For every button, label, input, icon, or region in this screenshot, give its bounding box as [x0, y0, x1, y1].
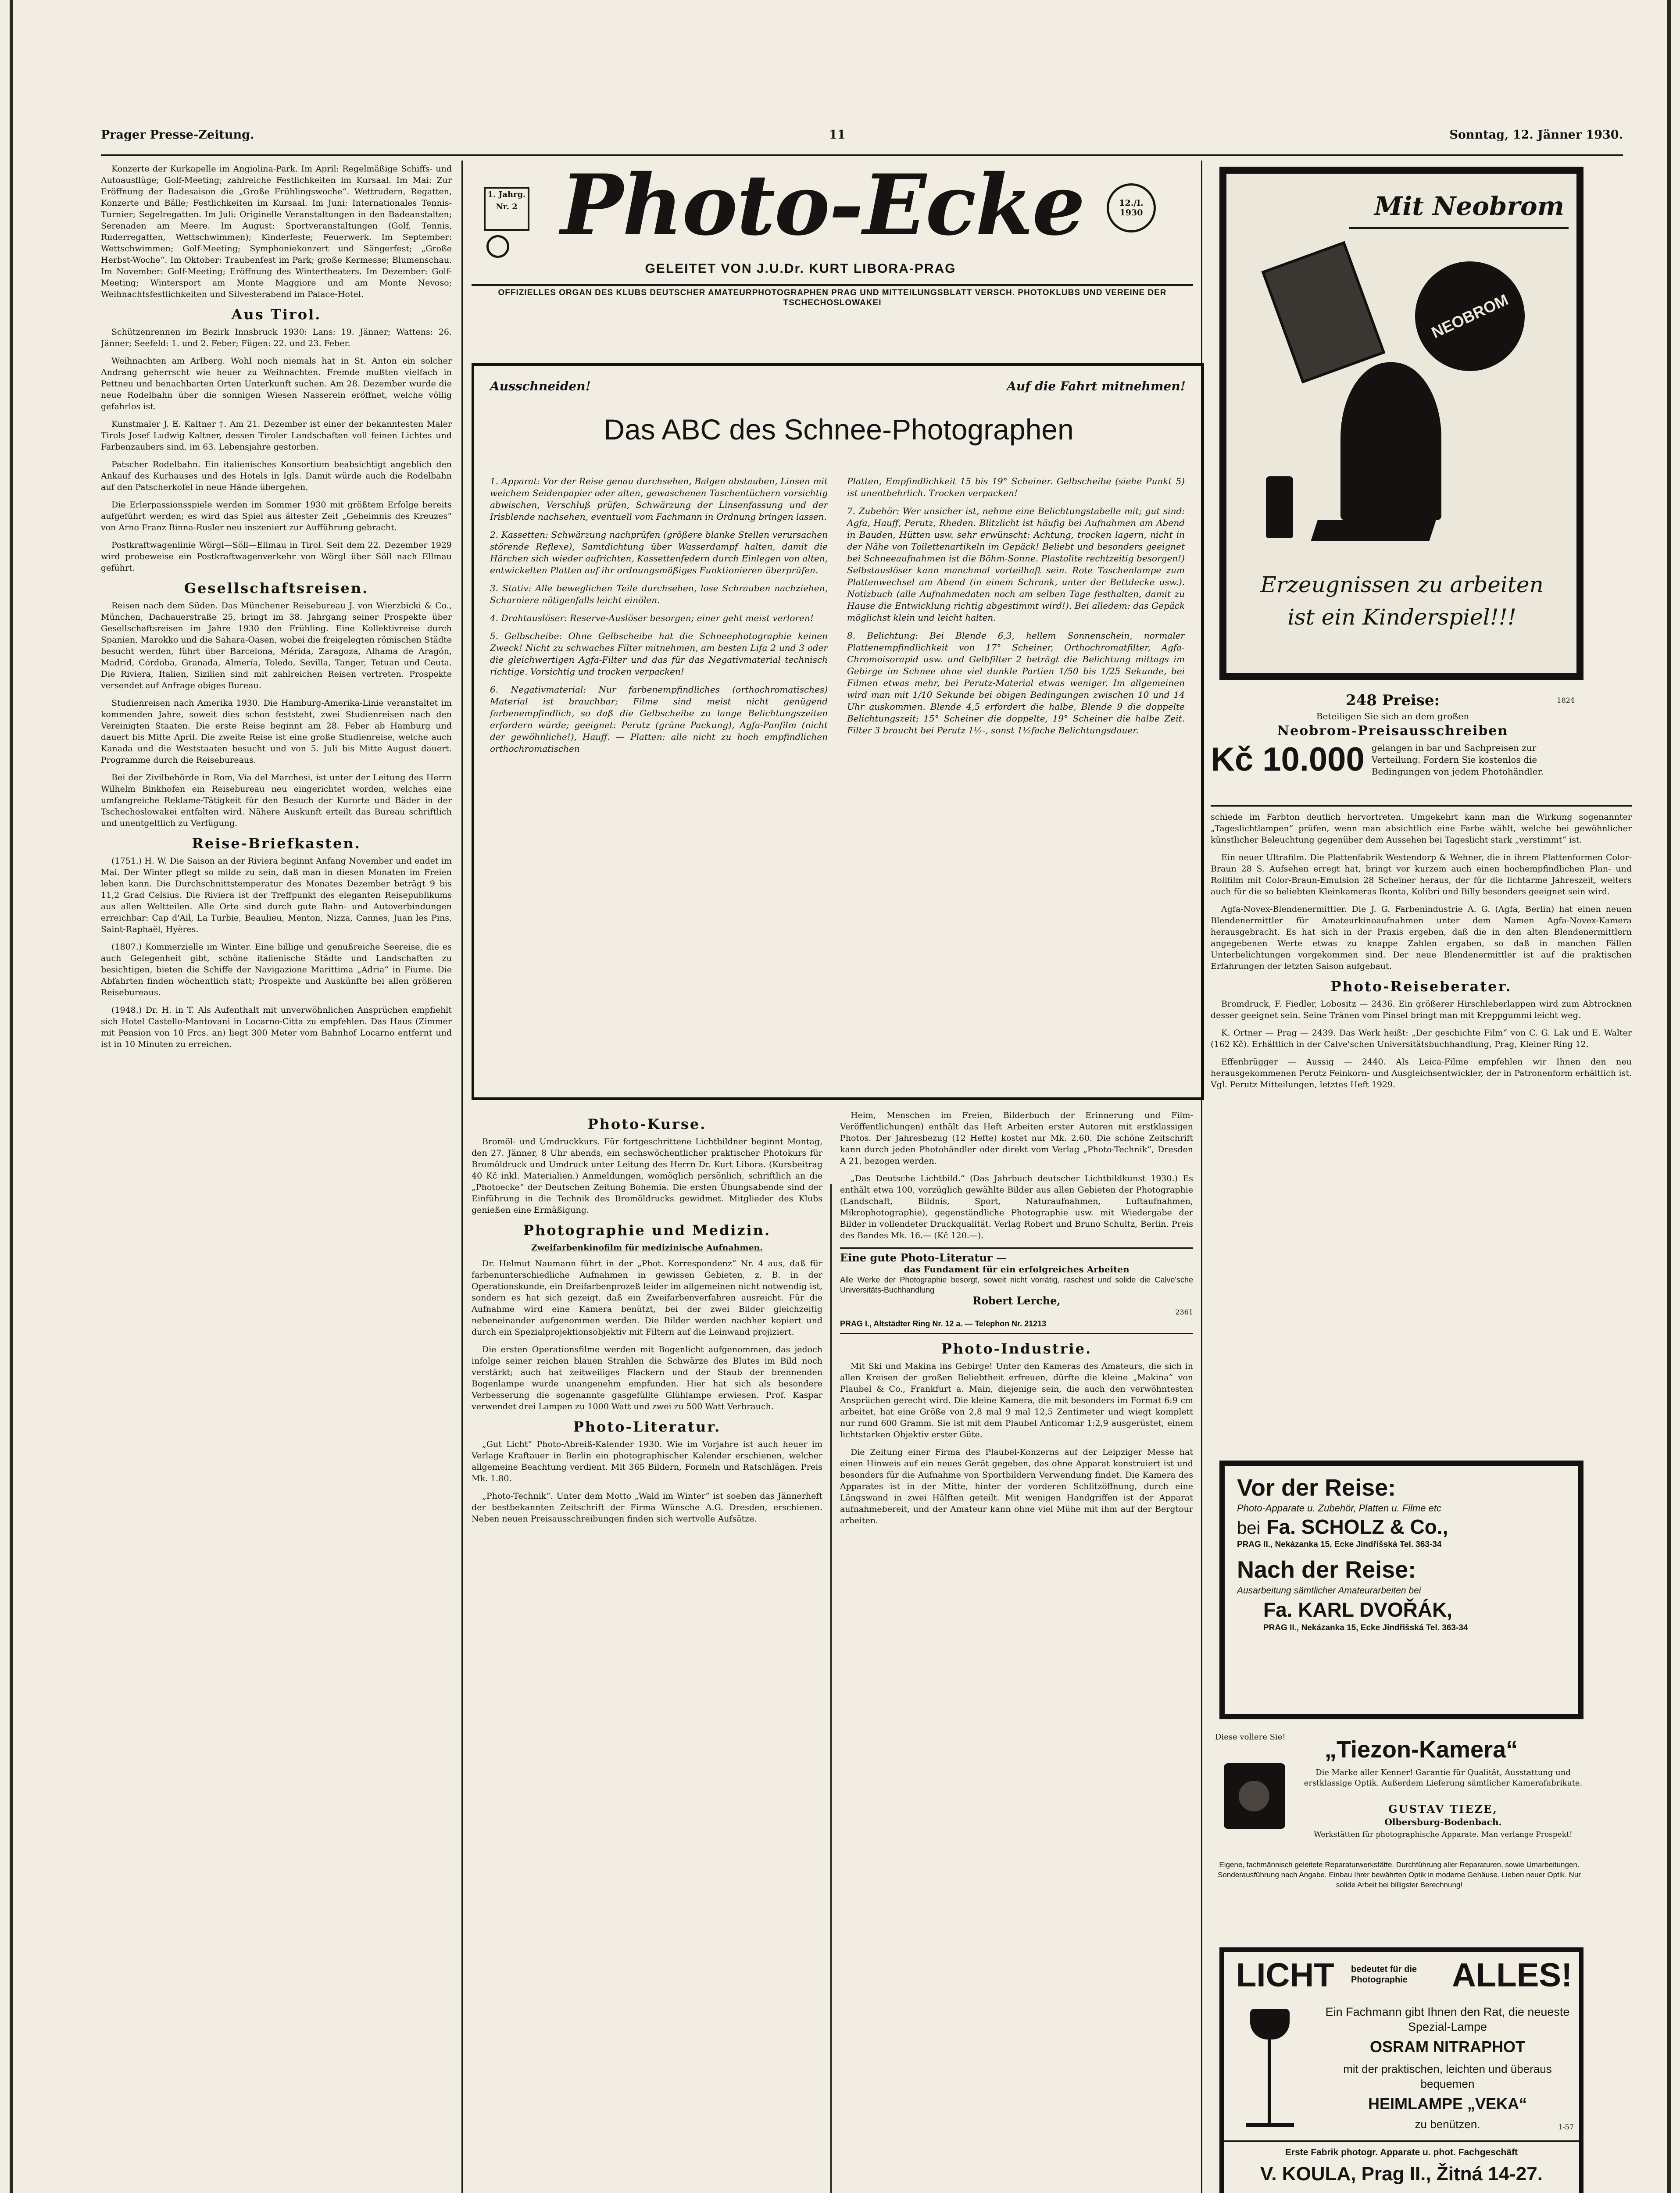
dvorak-firm: Fa. KARL DVOŘÁK, [1263, 1598, 1453, 1621]
literatur-continued: „Das Deutsche Lichtbild.“ (Das Jahrbuch deutscher Lichtbildkunst 1930.) Es enthält etwa 100, vorzüglich gewählte Bilder aus allen Gebieten der Photographie (Landschaft, Bildnis, Sport, Naturaufnahmen, Luftaufnahmen, Mikrophotographie), gegenständliche Photographie usw. mit Wiedergabe der Bilder in vollendeter Druckqualität. Verlag Robert und Bruno Schultz, Berlin. Preis des Bandes Mk. 16.— (Kč 120.—). [840, 1174, 1193, 1240]
tirol-item: Kunstmaler J. E. Kaltner †. Am 21. Dezember ist einer der bekanntesten Maler Tirols Josef Ludwig Kaltner, dessen Tiroler Landschaften voll feinen Lichtes und Farbenzaubers sind, im 63. Lebensjahre gestorben. [101, 419, 452, 452]
briefkasten-item: (1948.) Dr. H. in T. Als Aufenthalt mit unverwöhnlichen Ansprüchen empfiehlt sich Hotel Castello-Mantovani in Locarno-Citta zu empfehlen. Das Haus (Zimmer mit Pension von 10 Frcs. an) liegt 300 Meter vom Bahnhof Locarno entfernt und ist in 10 Minuten zu erreichen. [101, 1005, 452, 1049]
licht-line-2: mit der praktischen, leichten und überaus bequemen [1343, 2062, 1552, 2090]
literatur-continued: Heim, Menschen im Freien, Bilderbuch der Erinnerung und Film-Veröffentlichungen) enthält das Heft Arbeiten erster Autoren mit erstklassigen Photos. Der Jahresbezug (12 Hefte) kostet nur Mk. 2.60. Die schöne Zeitschrift kann durch jeden Photohändler oder direkt vom Verlag „Photo-Technik“, Dresden A 21, bezogen werden. [840, 1111, 1193, 1166]
camera-lens-icon [486, 235, 509, 258]
volume-box [484, 187, 529, 231]
medizin-subheading: Zweifarbenkinofilm für medizinische Aufnahmen. [531, 1243, 763, 1253]
header-page-number: 11 [829, 128, 846, 142]
column-divider-2 [830, 1184, 832, 2193]
abc-item: 3. Stativ: Alle beweglichen Teile durchsehen, lose Schrauben nachziehen, Scharniere nötigenfalls leicht einölen. [490, 583, 828, 605]
right-text-column [1211, 811, 1632, 1469]
abc-item: 7. Zubehör: Wer unsicher ist, nehme eine Belichtungstabelle mit; gut sind: Agfa, Hauff, Perutz, Rheden. Blitzlicht ist häufig bei Aufnahmen am Abend in Bauden, Hütten usw. sehr erwünscht: Achtung, trocken lagern, nicht in der Nähe von Toilettenartikeln im Gepäck! Beliebt und besonders geeignet bei Schneeaufnahmen ist die Böhm-Sonne. Plastolite rechtzeitig besorgen!) Selbstauslöser kann manchmal vorteilhaft sein. Rote Taschenlampe zum Plattenwechsel am Abend (in einem Schrank, unter der Bettdecke usw.). Notizbuch (alle Aufnahmedaten noch am selben Tage festhalten, damit zu Hause die Entwicklung richtig abgestimmt wird!). Bei alledem: das Gepäck möglichst klein und leicht halten. [847, 506, 1185, 623]
briefkasten-item: (1751.) H. W. Die Saison an der Riviera beginnt Anfang November und endet im Mai. Der Winter pflegt so milde zu sein, daß man in diesen Monaten im Freien leben kann. Die Durchschnittstemperatur des Monates Dezember beträgt 9 bis 11,2 Grad Celsius. Die Riviera ist der Treffpunkt des eleganten Reisepublikums aus allen Weltteilen. Alle Orte sind durch gute Bahn- und Autoverbindungen erreichbar: Cap d'Ail, La Turbie, Beaulieu, Menton, Nizza, Cannes, Juan les Pins, Saint-Raphaël, Hyères. [101, 856, 452, 934]
tray-icon [1311, 520, 1436, 541]
right-page-edge [1667, 0, 1671, 2193]
preis-amount: Kč 10.000 [1211, 741, 1365, 778]
preise-subtitle: Beteiligen Sie sich an dem großen [1316, 711, 1469, 721]
tirol-item: Die Erlerpassionsspiele werden im Sommer 1930 mit größtem Erfolge bereits aufgeführt werden; es wird das Spiel aus ältester Zeit „Geheimnis des Kreuzes“ von Arno Franz Binna-Rusler neu inszeniert zur Aufführung gebracht. [101, 500, 452, 532]
abc-title: Das ABC des Schnee-Photographen [604, 413, 1074, 446]
editor-line: GELEITET VON J.U.Dr. KURT LIBORA-PRAG [645, 261, 956, 276]
take-along-label: Auf die Fahrt mitnehmen! [1007, 379, 1186, 393]
literatur-text: „Photo-Technik“. Unter dem Motto „Wald im Winter“ ist soeben das Jännerheft der bestbekannten Zeitschrift der Firma Wünsche A.G. Dresden, erschienen. Neben neuen Preisausschreibungen finden sich wertvolle Aufsätze. [472, 1491, 822, 1524]
column-1 [101, 163, 452, 2193]
dvorak-address: PRAG II., Nekázanka 15, Ecke Jindřišská Tel. 363-34 [1263, 1623, 1468, 1632]
after-trip-heading: Nach der Reise: [1237, 1557, 1416, 1583]
lamp-icon [1237, 2009, 1303, 2140]
abc-left-column [490, 475, 828, 761]
abc-item: 5. Gelbscheibe: Ohne Gelbscheibe hat die Schneephotographie keinen Zweck! Nicht zu schwaches Filter mitnehmen, am besten Lifa 2 und 3 oder die gleichwertigen Agfa-Filter und das für das Negativmaterial technisch richtige. Vorsichtig und trocken verpacken! [490, 631, 828, 677]
tirol-heading: Aus Tirol. [231, 306, 322, 323]
reiseberater-item: Effenbrügger — Aussig — 2440. Als Leica-Filme empfehlen wir Ihnen den neu herausgekommenen Perutz Feinkorn- und Ausgleichsentwickler, der in Patronenform erhältlich ist. Vgl. Perutz Mitteilungen, letztes Heft 1929. [1211, 1057, 1632, 1089]
tiezon-city: Olbersburg-Bodenbach. [1384, 1817, 1502, 1827]
lerche-ad-address: PRAG I., Altstädter Ring Nr. 12 a. — Telephon Nr. 21213 [840, 1319, 1047, 1328]
abc-item: 2. Kassetten: Schwärzung nachprüfen (größere blanke Stellen verursachen störende Reflexe), Samtdichtung über Wasserdampf halten, damit die Härchen sich wieder aufrichten, Kassettenfedern durch Einlegen von alten, entwickelten Platten auf ihr ordnungsmäßiges Funktionieren überprüfen. [490, 529, 828, 575]
licht-word: LICHT [1236, 1957, 1334, 1994]
medizin-heading: Photographie und Medizin. [523, 1222, 771, 1239]
scholz-address: PRAG II., Nekázanka 15, Ecke Jindřišská Tel. 363-34 [1237, 1540, 1442, 1549]
scholz-firm: Fa. SCHOLZ & Co., [1266, 1515, 1448, 1538]
gesellschaftsreisen-item: Reisen nach dem Süden. Das Münchener Reisebureau J. von Wierzbicki & Co., München, Dachauerstraße 25, bringt im 38. Jahrgang seiner Prospekte über Gesellschaftsreisen im Jahre 1930 den Frühling. Eine Kollektivreise durch Spanien, Marokko und die Sahara-Oasen, wobei die freigelegten römischen Städte besucht werden, führt über Barcelona, Mérida, Zaragoza, Alhama de Aragón, Madrid, Córdoba, Granada, Almería, Toledo, Sevilla, Tanger, Tetuan und Ceuta. Die Riviera, Italien, Sizilien sind mit zahlreichen Reisen vertreten. Prospekte versendet auf Anfrage obiges Bureau. [101, 601, 452, 690]
scholz-dvorak-ad [1219, 1461, 1583, 1719]
photo-ecke-masthead [472, 156, 1193, 307]
lerche-ad [840, 1247, 1193, 1334]
lerche-ad-subtitle: das Fundament für ein erfolgreiches Arbeiten [904, 1264, 1130, 1275]
industrie-text: Mit Ski und Makina ins Gebirge! Unter den Kameras des Amateurs, die sich in allen Kreisen der großen Beliebtheit erfreuen, dürfte die kleine „Makina“ von Plaubel & Co., Frankfurt a. Main, diejenige sein, die auch den verwöhntesten Ansprüchen gerecht wird. Die kleine Kamera, die mit besonders im Format 6:9 cm arbeitet, hat eine Größe von 2,8 mal 9 mal 12,5 Zentimeter und wiegt komplett nur rund 600 Gramm. Sie ist mit dem Plaubel Anticomar 1:2,9 ausgerüstet, einem lichtstarken Objektiv erster Güte. [840, 1361, 1193, 1439]
medizin-text: Die ersten Operationsfilme werden mit Bogenlicht aufgenommen, das jedoch infolge seiner reichen blauen Strahlen die Schwärze des Blutes im Bild noch verstärkt; auch hat zeitweiliges Flackern und der Staub der brennenden Bogenlampe wurde unangenehm empfunden. Hier hat sich als besondere Verbesserung die sogenannte gasgefüllte Glühlampe erwiesen. Prof. Kaspar verwendet drei Lampen zu 1000 Watt und zwei zu 500 Watt Verbrauch. [472, 1345, 822, 1411]
briefkasten-item: (1807.) Kommerzielle im Winter. Eine billige und genußreiche Seereise, die es auch Gelegenheit gibt, schöne italienische Städte und Landschaften zu besichtigen, bieten die Schiffe der Navigazione Marittima „Adria“ in Fiume. Die Abfahrten finden wöchentlich statt; Prospekte und Auskünfte bei allen größeren Reisebureaus. [101, 942, 452, 997]
neobrom-ad [1219, 167, 1583, 680]
organ-line: OFFIZIELLES ORGAN DES KLUBS DEUTSCHER AMATEURPHOTOGRAPHEN PRAG UND MITTEILUNGSBLATT VERSCH. PHOTOKLUBS UND VEREINE DER TSCHECHOSLOWAKEI [498, 288, 1167, 307]
volume-year: 1. Jahrg. [487, 190, 526, 199]
tirol-item: Schützenrennen im Bezirk Innsbruck 1930: Lans: 19. Jänner; Wattens: 26. Jänner; Seefeld: 1. und 2. Feber; Fügen: 22. und 23. Feber. [101, 327, 452, 348]
neobrom-ball-text: NEOBROM [1428, 290, 1511, 342]
right-text: schiede im Farbton deutlich hervortreten. Umgekehrt kann man die Wirkung sogenannter „Tageslichtlampen“ prüfen, wenn man absichtlich eine Farbe wählt, welche bei gewöhnlicher künstlicher Beleuchtung gegenüber dem Aussehen bei Tageslicht stark „verstimmt“ ist. [1211, 812, 1632, 845]
tiezon-title: „Tiezon-Kamera“ [1325, 1736, 1518, 1763]
scholz-products: Photo-Apparate u. Zubehör, Platten u. Filme etc [1237, 1503, 1441, 1514]
koula-firm: Erste Fabrik photogr. Apparate u. phot. Fachgeschäft [1285, 2147, 1518, 2157]
licht-line-1: Ein Fachmann gibt Ihnen den Rat, die neueste Spezial-Lampe [1325, 2005, 1570, 2033]
lerche-ad-title: Eine gute Photo-Literatur — [840, 1251, 1007, 1264]
dvorak-services: Ausarbeitung sämtlicher Amateurarbeiten bei [1237, 1586, 1421, 1596]
reise-briefkasten-heading: Reise-Briefkasten. [192, 835, 361, 852]
woman-figure [1340, 362, 1441, 520]
neobrom-ball [1415, 261, 1525, 371]
lerche-ad-text: Alle Werke der Photographie besorgt, soweit nicht vorrätig, raschest und solide die Calve'sche Universitäts-Buchhandlung [840, 1275, 1193, 1294]
abc-right-column [847, 475, 1185, 743]
tirol-item: Patscher Rodelbahn. Ein italienisches Konsortium beabsichtigt angeblich den Ankauf des Kurhauses und des Hotels in Igls. Damit würde auch die Rodelbahn auf den Patscherkofel in neue Hände übergehen. [101, 460, 452, 492]
abc-item: 8. Belichtung: Bei Blende 6,3, hellem Sonnenschein, normaler Plattenempfindlichkeit von 17° Scheiner, Orthochromatfilter, Agfa-Chromoisorapid usw. und Gelbfilter 2 beträgt die Belichtung mittags im Gebirge im Schnee ohne viel dunkle Partien 1/50 bis 1/25 Sekunde, bei Filmen etwas mehr, bei Perutz-Material etwas weniger. Im allgemeinen wird man mit 1/10 Sekunde bei obigen Bedingungen zwischen 10 und 14 Uhr auskommen. Blende 4,5 erfordert die halbe, Blende 9 die doppelte Belichtungszeit; 15° Scheiner die doppelte, 19° Scheiner die halbe Zeit. Filter 3 braucht bei Perutz 1½-, sonst 1½fache Belichtungsdauer. [847, 630, 1185, 736]
masthead-rule [472, 284, 1193, 286]
preise-title: 248 Preise: [1345, 692, 1440, 709]
tirol-item: Weihnachten am Arlberg. Wohl noch niemals hat in St. Anton ein solcher Andrang geherrscht wie heuer zu Weihnachten. Fremde mußten vielfach in Pettneu und benachbarten Orten Unterkunft suchen. Am 28. Dezember wurde die neue Rodelbahn über die sonnigen Wiesen Nasserein eröffnet, welche völlig gefahrlos ist. [101, 356, 452, 411]
tiezon-firm: GUSTAV TIEZE, [1388, 1803, 1498, 1815]
photo-kurse-column [472, 1110, 822, 2193]
preisausschreiben-block [1211, 691, 1575, 779]
middle-second-column [840, 1110, 1193, 2193]
gesellschaftsreisen-item: Bei der Zivilbehörde in Rom, Via del Marchesi, ist unter der Leitung des Herrn Wilhelm Binkhofen ein Reisebureau neu eingerichtet worden, welches eine umfangreiche Reklame-Tätigkeit für den Besuch der Kurorte und Bäder in der Tschechoslowakei entfalten wird. Nähere Auskunft erteilt das Bureau schriftlich und unentgeltlich zu Verfügung. [101, 773, 452, 828]
abc-item: 1. Apparat: Vor der Reise genau durchsehen, Balgen abstauben, Linsen mit weichem Seidenpapier oder alten, gewaschenen Taschentüchern vorsichtig abwischen, Verschluß prüfen, Schwärzung der Linsenfassung und der Irisblende nachsehen, eventuell vom Fachmann in Ordnung bringen lassen. [490, 476, 828, 522]
cut-out-label: Ausschneiden! [490, 379, 591, 393]
preisausschreiben-name: Neobrom-Preisausschreiben [1277, 723, 1508, 739]
abc-item: Platten, Empfindlichkeit 15 bis 19° Scheiner. Gelbscheibe (siehe Punkt 5) ist unentbehrlich. Trocken verpacken! [847, 476, 1185, 498]
photo-ecke-title: Photo-Ecke [560, 156, 1085, 254]
right-text: Agfa-Novex-Blendenermittler. Die J. G. Farbenindustrie A. G. (Agfa, Berlin) hat einen neuen Blendenermittler für Amateurkinoaufnahmen unter dem Namen Agfa-Novex-Kamera herausgebracht. Es hat sich in der Praxis ergeben, daß die in den alten Blendenermittlern angegebenen Werte etwas zu knappe Zahlen ergaben, so daß in manchen Fällen Unterbelichtungen vorgekommen sind. Der neue Blendenermittler ist auf die praktischen Erfahrungen der letzten Saison aufgebaut. [1211, 904, 1632, 971]
photo-reiseberater-heading: Photo-Reiseberater. [1330, 978, 1512, 995]
reiseberater-item: Bromdruck, F. Fiedler, Lobositz — 2436. Ein größerer Hirschleberlappen wird zum Abtrocknen desser geeignet sein. Seine Tränen vom Pinsel bringt man mit Kreppgummi leicht weg. [1211, 999, 1632, 1020]
neobrom-ad-title: Mit Neobrom [1374, 191, 1564, 221]
literatur-text: „Gut Licht“ Photo-Abreiß-Kalender 1930. Wie im Vorjahre ist auch heuer im Verlage Kraftauer in Berlin ein photographischer Kalender erschienen, welcher allgemeine Beachtung verdient. Mit 365 Bildern, Formeln und Ratschlägen. Preis Mk. 1.80. [472, 1439, 822, 1483]
heimlampe-veka: HEIMLAMPE „VEKA“ [1368, 2095, 1527, 2113]
photo-literatur-heading: Photo-Literatur. [573, 1418, 721, 1435]
lerche-ad-firm: Robert Lerche, [972, 1294, 1061, 1307]
before-trip-heading: Vor der Reise: [1237, 1475, 1396, 1501]
header-left: Prager Presse-Zeitung. [101, 128, 254, 142]
kur-program: Konzerte der Kurkapelle im Angiolina-Park. Im April: Regelmäßige Schiffs- und Autoausflüge; Golf-Meeting; zahlreiche Festlichkeiten im Kursaal. Im Mai: Zur Eröffnung der Badesaison die „Große Frühlingswoche“. Wettrudern, Regatten, Konzerte und Bälle; Festlichkeiten im Kursaal. Im Juni: Internationales Tennis-Turnier; Segelregatten. Im Juli: Originelle Veranstaltungen in den Badeanstalten; Serenaden am Meere. Im August: Sportveranstaltungen (Golf, Tennis, Ruderregatten, Wettschwimmen); Kinderfeste; Feuerwerk. Im September: Wettschwimmen; Golf-Meeting; Symphoniekonzert und Sängerfest; „Große Herbst-Woche“. Im Oktober: Traubenfest im Park; große Kermesse; Blumenschau. Im November: Golf-Meeting; Eröffnung des Wintertheaters. Im Dezember: Golf-Meeting; Wintersport am Monte Maggiore und am Monte Nevoso; Weihnachtsfestlichkeiten und Silvesterabend im Palace-Hotel. [101, 164, 452, 299]
abc-box [472, 363, 1204, 1100]
preise-ad-number: 1824 [1557, 696, 1575, 704]
preis-text: gelangen in bar und Sachpreisen zur Verteilung. Fordern Sie kostenlos die Bedingungen von jedem Photohändler. [1371, 742, 1544, 777]
preise-rule [1211, 805, 1632, 807]
edition-date: 12./I. 1930 [1119, 198, 1144, 218]
bottle-icon [1266, 476, 1293, 538]
photo-kurse-heading: Photo-Kurse. [587, 1116, 707, 1132]
date-circle [1107, 183, 1156, 232]
abc-item: 4. Drahtauslöser: Reserve-Auslöser besorgen; einer geht meist verloren! [490, 613, 814, 623]
photo-kurse-text: Bromöl- und Umdruckkurs. Für fortgeschrittene Lichtbildner beginnt Montag, den 27. Jänner, 8 Uhr abends, ein sechswöchentlicher praktischer Photokurs für Bromöldruck und Umdruck unter Leitung des Herrn Dr. Kurt Libora. (Kursbeitrag 40 Kč inkl. Materialien.) Anmeldungen, womöglich persönlich, schriftlich an die „Photoecke“ der Deutschen Zeitung Bohemia. Die ersten Übungsabende sind der Einführung in die Technik des Bromöldrucks gewidmet. Mitglieder des Klubs genießen eine Ermäßigung. [472, 1137, 822, 1215]
licht-middle: bedeutet für die Photographie [1351, 1964, 1417, 1985]
photo-print [1262, 241, 1386, 384]
licht-ad-number: 1-57 [1558, 2123, 1574, 2131]
tiezon-sub: Werkstätten für photographische Apparate. Man verlange Prospekt! [1314, 1830, 1573, 1839]
volume-number: Nr. 2 [496, 202, 518, 211]
licht-osram-ad [1219, 1947, 1583, 2193]
photo-industrie-heading: Photo-Industrie. [941, 1340, 1092, 1357]
right-text: Ein neuer Ultrafilm. Die Plattenfabrik Westendorp & Wehner, die in ihrem Plattenformen Color-Braun 28 S. Aufsehen erregt hat, bringt vor kurzem auch einen hochempfindlichen Plan- und Rollfilm mit Color-Braun-Emulsion 28 Scheiner heraus, der für die lichtarme Jahreszeit, weiters auch für die so beliebten Kleinkameras Ikonta, Kolibri und Billy besonders geeignet sein wird. [1211, 853, 1632, 896]
koula-address: V. KOULA, Prag II., Žitná 14-27. [1260, 2163, 1543, 2185]
tiezon-camera-lens [1239, 1781, 1269, 1811]
tiezon-ad [1215, 1732, 1588, 1943]
reiseberater-item: K. Ortner — Prag — 2439. Das Werk heißt: „Der geschichte Film“ von C. G. Lak und E. Walter (162 Kč). Erhältlich in der Calve'schen Universitätsbuchhandlung, Prag, Kleiner Ring 12. [1211, 1028, 1632, 1049]
abc-item: 6. Negativmaterial: Nur farbenempfindliches (orthochromatisches) Material ist brauchbar; Filme sind meist nicht genügend farbenempfindlich, so daß die Gelbscheibe zu lange Belichtungszeiten erfordern würde; geeignet: Perutz (grüne Packung), Agfa-Panfilm (nicht der gewöhnliche!), Hauff. — Platten: alle nicht zu hoch empfindlichen orthochromatischen [490, 684, 828, 754]
neobrom-ad-title-rule [1349, 227, 1569, 229]
alles-word: ALLES! [1452, 1957, 1573, 1994]
medizin-text: Dr. Helmut Naumann führt in der „Phot. Korrespondenz“ Nr. 4 aus, daß für farbenunterschiedliche Aufnahmen in gewissen Gebieten, z. B. in der Operationskunde, ein Dreifarbenprozeß leider im allgemeinen nicht notwendig ist, sondern es hat sich gezeigt, daß ein Zweifarbenverfahren ausreicht. Für die Aufnahme wird eine Kamera benützt, bei der zwei Bilder gleichzeitig nebeneinander aufgenommen werden. Die Bilder werden nachher kopiert und durch ein Spezialprojektionsobjektiv mit Filtern auf die Leinwand projiziert. [472, 1259, 822, 1337]
licht-line-3: zu benützen. [1415, 2118, 1480, 2131]
left-page-edge [10, 0, 13, 2193]
scholz-bei: bei [1237, 1518, 1261, 1538]
tiezon-lines: Die Marke aller Kenner! Garantie für Qualität, Ausstattung und erstklassige Optik. Außerdem Lieferung sämtlicher Kamerafabrikate. [1304, 1768, 1583, 1788]
lerche-ad-number: 2361 [1175, 1308, 1193, 1316]
column-divider-1 [461, 161, 463, 2193]
neobrom-slogan: Erzeugnissen zu arbeiten ist ein Kinderspiel!!! [1260, 572, 1544, 630]
industrie-text: Die Zeitung einer Firma des Plaubel-Konzerns auf der Leipziger Messe hat einen Hinweis auf ein neues Gerät gegeben, das ohne Apparat konstruiert ist und besonders für die Aufnahme von Sportbildern Verwendung findet. Die Kamera des Apparates ist in der Mitte, hinter der vorderen Schlitzöffnung, durch eine Längswand in zwei Hälften geteilt. Mit wenigen Handgriffen ist der Apparat aufnahmebereit, und der Amateur kann ohne viel Mühe mit ihm auf der Bergtour arbeiten. [840, 1447, 1193, 1525]
tiezon-text: Eigene, fachmännisch geleitete Reparaturwerkstätte. Durchführung aller Reparaturen, sowie Umarbeitungen. Sonderausführung nach Angabe. Einbau Ihrer bewährten Optik in moderne Gehäuse. Lieben neuer Optik. Nur solide Arbeit bei billigster Berechnung! [1218, 1861, 1581, 1889]
gesellschaftsreisen-item: Studienreisen nach Amerika 1930. Die Hamburg-Amerika-Linie veranstaltet im kommenden Jahre, soweit dies schon feststeht, zwei Studienreisen nach den Vereinigten Staaten. Die erste Reise beginnt am 28. Feber ab Hamburg und dauert bis Mitte April. Die zweite Reise ist eine große Studienreise, welche auch Kanada und die Weststaaten besucht und von 5. Juli bis Mitte August dauert. Programme durch die Reisebureaus. [101, 698, 452, 765]
osram-nitraphot: OSRAM NITRAPHOT [1370, 2038, 1525, 2056]
tirol-item: Postkraftwagenlinie Wörgl—Söll—Ellmau in Tirol. Seit dem 22. Dezember 1929 wird probeweise ein Postkraftwagenverkehr von Wörgl über Söll nach Ellmau geführt. [101, 540, 452, 573]
tiezon-lead: Diese vollere Sie! [1215, 1732, 1286, 1742]
page-header [101, 128, 1623, 154]
header-right: Sonntag, 12. Jänner 1930. [1449, 128, 1623, 142]
licht-ad-rule [1224, 2140, 1579, 2142]
gesellschaftsreisen-heading: Gesellschaftsreisen. [184, 580, 369, 596]
